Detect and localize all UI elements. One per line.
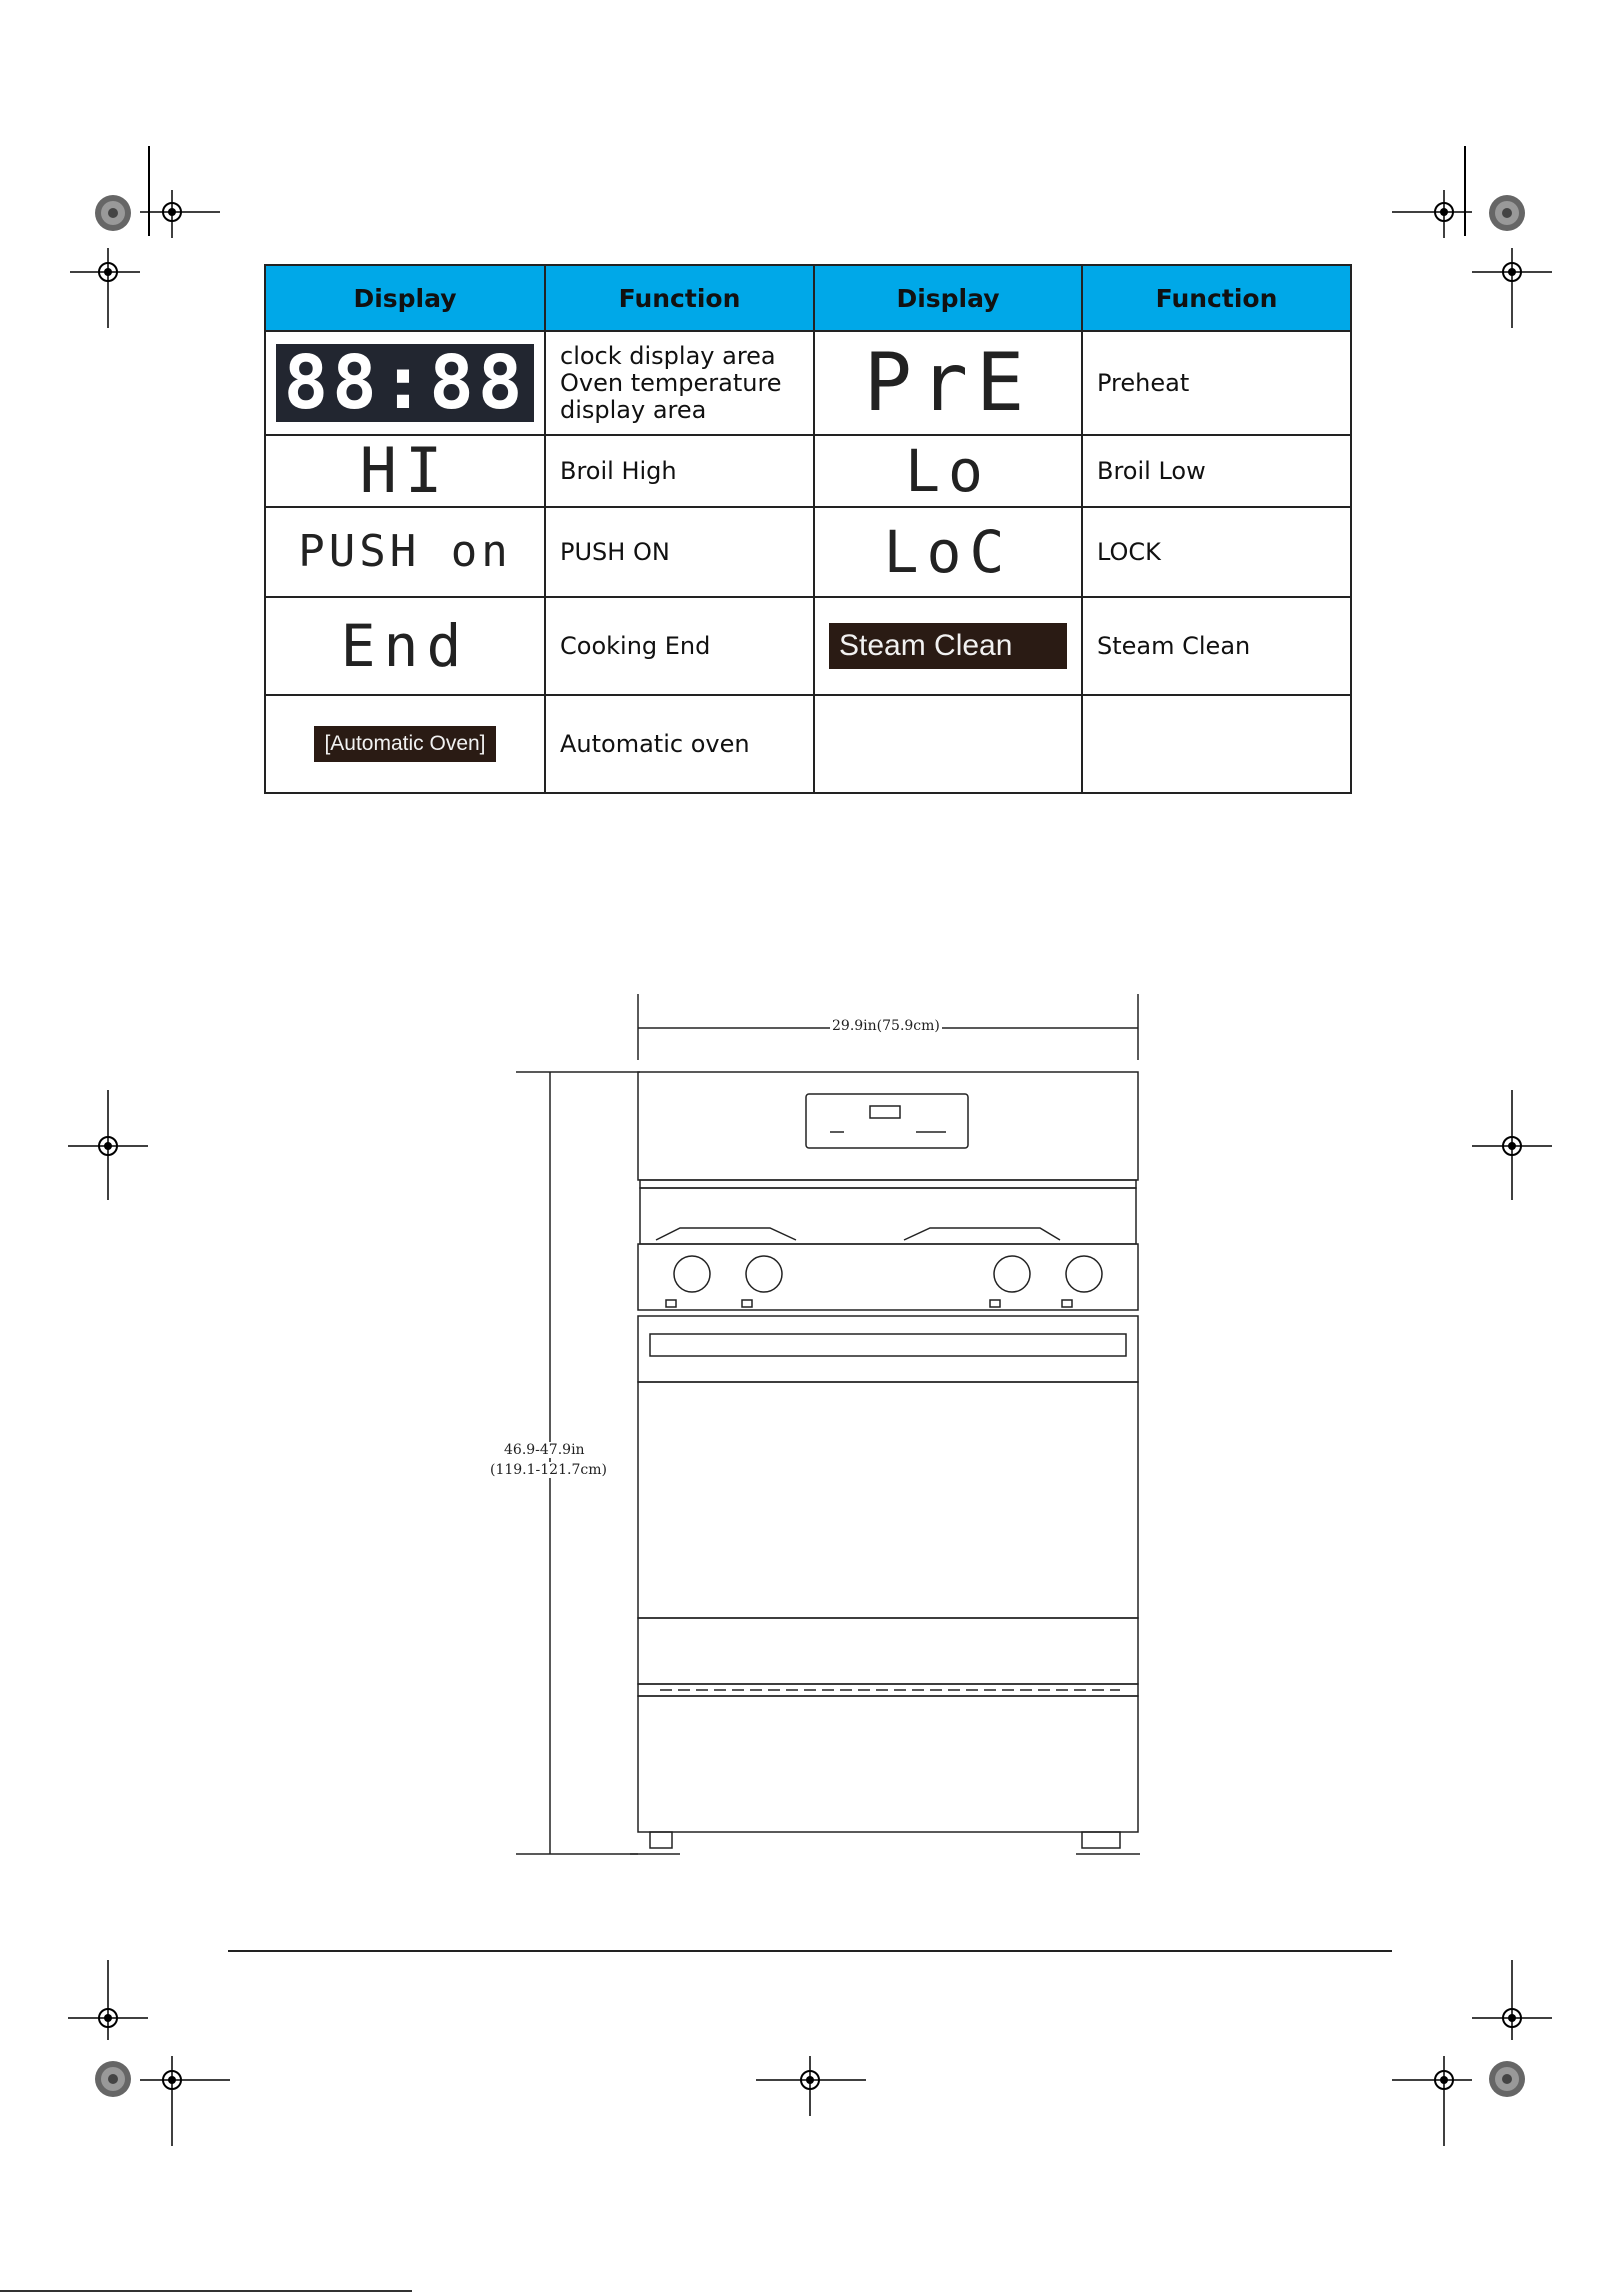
function-cell — [1082, 695, 1351, 793]
display-cell — [814, 331, 1082, 435]
registration-mark-bottom-left — [140, 2056, 230, 2146]
function-cell — [545, 695, 814, 793]
height-dimension-label: 46.9-47.9in — [504, 1442, 585, 1458]
header-display-left: Display — [265, 265, 545, 331]
starburst-mark-top-right — [1488, 194, 1526, 232]
width-dimension-label: 29.9in(75.9cm) — [832, 1018, 940, 1034]
function-cell — [1082, 435, 1351, 507]
header-function-right: Function — [1082, 265, 1351, 331]
function-text: Cooking End — [560, 631, 711, 660]
function-text: Steam Clean — [1097, 631, 1251, 660]
starburst-mark-bottom-right — [1488, 2060, 1526, 2098]
header-function-left: Function — [545, 265, 814, 331]
function-text: PUSH ON — [560, 537, 670, 566]
display-cell — [265, 695, 545, 793]
table-row — [265, 597, 1351, 695]
function-cell — [1082, 331, 1351, 435]
function-text: Preheat — [1097, 368, 1190, 397]
display-cell — [265, 331, 545, 435]
registration-mark-right-bottom — [1472, 1960, 1552, 2040]
display-cell — [814, 695, 1082, 793]
table-header-row — [265, 265, 1351, 331]
footer-rule — [228, 1950, 1392, 1952]
function-text: Broil High — [560, 456, 677, 485]
starburst-mark-bottom-left — [94, 2060, 132, 2098]
function-cell — [545, 331, 814, 435]
registration-mark-left-top — [70, 248, 140, 328]
registration-mark-right-middle — [1472, 1090, 1552, 1200]
display-cell — [265, 507, 545, 597]
function-cell — [1082, 507, 1351, 597]
function-cell — [1082, 597, 1351, 695]
trim-line — [1464, 146, 1466, 236]
steam-clean-display: Steam Clean — [829, 623, 1067, 669]
registration-mark-bottom-right — [1392, 2056, 1472, 2146]
display-function-table — [264, 264, 1352, 794]
function-text: LOCK — [1097, 537, 1161, 566]
registration-mark-bottom-center — [756, 2056, 866, 2116]
range-front-view-illustration — [480, 990, 1150, 1870]
display-cell — [814, 435, 1082, 507]
function-cell — [545, 597, 814, 695]
registration-mark-right-top — [1472, 248, 1552, 328]
trim-line — [148, 146, 150, 236]
range-dimension-drawing — [480, 990, 1150, 1870]
display-cell — [265, 597, 545, 695]
segment-display-lock: LoC — [883, 518, 1013, 586]
registration-mark-left-bottom — [68, 1960, 148, 2040]
starburst-mark-top-left — [94, 194, 132, 232]
segment-display-preheat: PrE — [863, 336, 1033, 429]
function-text: Oven temperature — [560, 368, 782, 397]
function-cell — [545, 435, 814, 507]
registration-mark-left-middle — [68, 1090, 148, 1200]
bottom-trim-line — [0, 2290, 412, 2292]
display-cell — [814, 507, 1082, 597]
table-row — [265, 695, 1351, 793]
table-row — [265, 507, 1351, 597]
table-row — [265, 331, 1351, 435]
display-cell — [814, 597, 1082, 695]
segment-display-broil-low: Lo — [905, 437, 991, 505]
header-display-right: Display — [814, 265, 1082, 331]
lcd-clock-display: 88:88 — [276, 344, 535, 422]
table-row — [265, 435, 1351, 507]
function-cell — [545, 507, 814, 597]
segment-display-broil-high: HI — [359, 434, 451, 507]
function-text: Automatic oven — [560, 729, 750, 758]
registration-mark-top-right — [1392, 190, 1472, 238]
registration-mark-top-left — [140, 190, 220, 238]
automatic-oven-display: [Automatic Oven] — [314, 726, 495, 762]
function-text: Broil Low — [1097, 456, 1206, 485]
segment-display-push-on: PUSH on — [298, 526, 512, 577]
function-text: display area — [560, 395, 707, 424]
display-cell — [265, 435, 545, 507]
height-dimension-label-metric: (119.1-121.7cm) — [490, 1462, 607, 1478]
segment-display-end: End — [340, 612, 470, 680]
function-text: clock display area — [560, 341, 776, 370]
